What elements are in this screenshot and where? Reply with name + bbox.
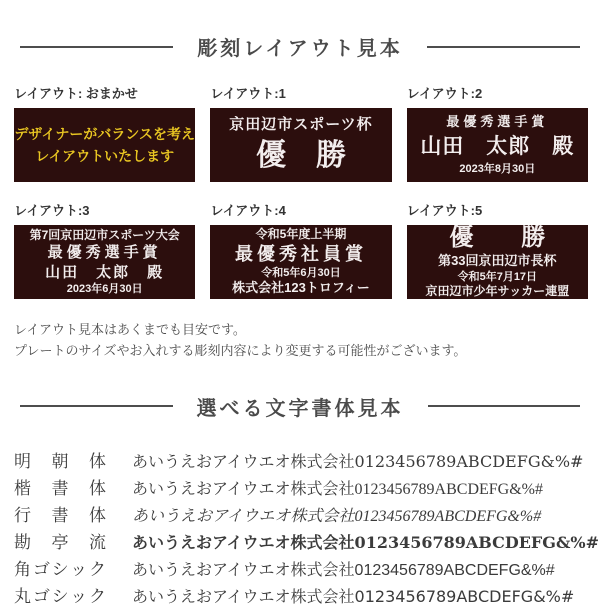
font-sample-text: あいうえおアイウエオ株式会社0123456789ABCDEFG&%# <box>132 507 542 525</box>
layout-label: レイアウト:5 <box>406 203 483 218</box>
font-sample-text: あいうえおアイウエオ株式会社0123456789ABCDEFG&%# <box>132 451 584 471</box>
font-sample-text: あいうえおアイウエオ株式会社0123456789ABCDEFG&%# <box>132 561 555 579</box>
engraving-plate-omakase <box>14 108 195 182</box>
layout-card-1 <box>210 83 391 182</box>
font-name-label: 明朝体 <box>14 451 106 471</box>
font-sample-text: あいうえおアイウエオ株式会社0123456789ABCDEFG&%# <box>132 586 575 606</box>
plate-line: 第7回京田辺市スポーツ大会 <box>29 227 180 242</box>
font-row-marugo <box>14 582 600 609</box>
plate-line: 株式会社123トロフィー <box>232 280 370 296</box>
layout-sample-grid <box>14 83 588 299</box>
plate-line: 2023年8月30日 <box>459 162 536 175</box>
plate-line: レイアウトいたします <box>35 148 175 164</box>
engraving-plate-4 <box>210 225 391 299</box>
font-section-title <box>0 392 600 421</box>
rule-line-right <box>427 46 580 48</box>
font-sample-text: あいうえおアイウエオ株式会社0123456789ABCDEFG&%# <box>132 532 600 552</box>
font-name-label: 楷書体 <box>14 478 106 498</box>
plate-line: 令和5年度上半期 <box>255 226 347 241</box>
rule-line-left <box>20 46 173 48</box>
plate-line: 優 勝 <box>255 139 346 173</box>
layout-label: レイアウト: おまかせ <box>14 86 138 101</box>
font-row-kantei <box>14 528 600 555</box>
font-sample-table <box>14 447 600 609</box>
note-line-2: プレートのサイズやお入れする彫刻内容により変更する可能性がございます。 <box>14 343 467 359</box>
font-name-label: 勘亭流 <box>14 532 106 552</box>
font-name-label: 角ゴシック <box>14 559 106 579</box>
layout-label: レイアウト:4 <box>210 203 286 218</box>
font-sample-text: あいうえおアイウエオ株式会社0123456789ABCDEFG&%# <box>132 480 544 498</box>
engraving-plate-1 <box>210 108 391 182</box>
rule-line-left <box>20 405 173 407</box>
note-line-1: レイアウト見本はあくまでも目安です。 <box>14 322 246 337</box>
layout-card-3 <box>14 200 195 299</box>
rule-line-right <box>428 405 581 407</box>
engraving-plate-5 <box>407 225 588 299</box>
plate-line: 第33回京田辺市長杯 <box>438 253 557 269</box>
engraving-section-title <box>0 0 600 61</box>
engraving-plate-3 <box>14 225 195 299</box>
font-name-label: 行書体 <box>14 505 106 525</box>
engraving-title-text: 彫刻レイアウト見本 <box>197 38 403 60</box>
engraving-plate-2 <box>407 108 588 182</box>
plate-line: 京田辺市少年サッカー連盟 <box>425 284 570 299</box>
layout-card-4 <box>210 200 391 299</box>
layout-label: レイアウト:2 <box>406 86 483 101</box>
plate-line: 優 勝 <box>449 225 546 252</box>
font-row-gyosho <box>14 501 600 528</box>
layout-card-5 <box>407 200 588 299</box>
font-row-mincho <box>14 447 600 474</box>
layout-card-omakase <box>14 83 195 182</box>
layout-label: レイアウト:3 <box>14 203 90 218</box>
layout-label: レイアウト:1 <box>210 86 286 101</box>
plate-line: 令和5年7月17日 <box>457 270 538 283</box>
plate-line: 最優秀選手賞 <box>446 113 549 129</box>
layout-note <box>14 319 600 362</box>
plate-line: 京田辺市スポーツ杯 <box>229 115 373 133</box>
font-row-kaisho <box>14 474 600 501</box>
font-name-label: 丸ゴシック <box>14 586 106 606</box>
plate-line: 山田 太郎 殿 <box>45 263 165 281</box>
plate-line: 最優秀社員賞 <box>234 243 367 264</box>
font-title-text: 選べる文字書体見本 <box>196 397 404 420</box>
plate-line: 最優秀選手賞 <box>47 244 162 262</box>
plate-line: 2023年6月30日 <box>66 283 143 296</box>
font-row-kakugo <box>14 555 600 582</box>
plate-line: 令和5年6月30日 <box>261 266 341 279</box>
plate-line: 山田 太郎 殿 <box>420 134 575 158</box>
layout-card-2 <box>407 83 588 182</box>
plate-line: デザイナーがバランスを考え <box>14 125 195 142</box>
